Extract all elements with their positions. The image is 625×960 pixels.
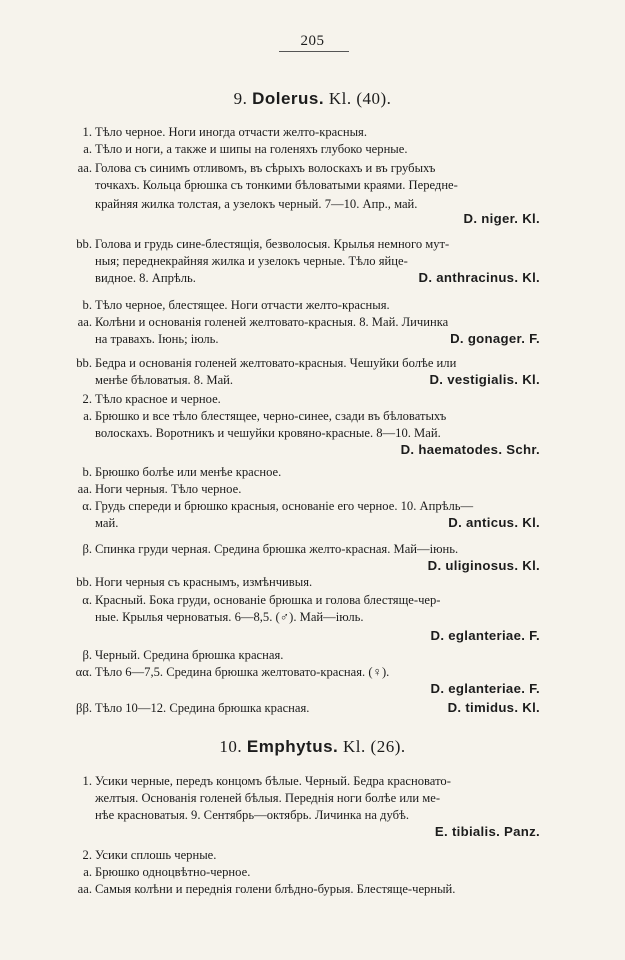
key-line-text: Тѣло 10—12. Средина брюшка красная.	[95, 701, 310, 715]
key-couplet-label: a.	[83, 865, 92, 879]
genus-name: Dolerus.	[252, 89, 325, 108]
key-couplet-label: aa.	[77, 482, 92, 496]
species-name: D. haematodes. Schr.	[400, 442, 540, 457]
species-name: D. gonager. F.	[450, 331, 540, 346]
species-name: D. eglanteriae. F.	[430, 628, 540, 643]
key-line-text: Усики сплошь черные.	[95, 848, 217, 862]
key-line-text: Красный. Бока груди, основаніе брюшка и голова блестяще-чер-	[95, 593, 441, 607]
key-line-text: Колѣни и основанія голеней желтовато-красныя. 8. Май. Личинка	[95, 315, 449, 329]
key-line-text: Усики черные, передъ концомъ бѣлые. Черный. Бедра красновато-	[95, 774, 451, 788]
key-couplet-label: aa.	[77, 315, 92, 329]
page-number-rule	[279, 51, 349, 52]
key-couplet-label: αα.	[75, 665, 92, 679]
key-line-text: волоскахъ. Воротникъ и чешуйки кровяно-красные. 8—10. Май.	[95, 426, 441, 440]
key-couplet-label: 2.	[82, 848, 92, 862]
genus-name: Emphytus.	[246, 737, 339, 756]
key-line-text: Тѣло черное, блестящее. Ноги отчасти желто-красныя.	[95, 298, 390, 312]
key-couplet-label: β.	[82, 542, 92, 556]
section-heading-dolerus	[0, 89, 625, 109]
species-name: D. anthracinus. Kl.	[418, 270, 540, 285]
key-couplet-label: aa.	[77, 882, 92, 896]
key-line-text: Бедра и основанія голеней желтовато-красныя. Чешуйки болѣе или	[95, 356, 457, 370]
key-couplet-label: α.	[82, 499, 92, 513]
key-line-text: Грудь спереди и брюшко красныя, основаніе его черное. 10. Апрѣль—	[95, 499, 474, 513]
page-number: 205	[300, 33, 325, 49]
key-line-text: Ноги черныя. Тѣло черное.	[95, 482, 242, 496]
key-line-text: май.	[95, 516, 119, 530]
species-name: D. anticus. Kl.	[448, 515, 540, 530]
section-number: 9.	[233, 89, 248, 108]
key-couplet-label: aa.	[77, 161, 92, 175]
key-line-text: Тѣло черное. Ноги иногда отчасти желто-красныя.	[95, 125, 367, 139]
key-line-text: Тѣло 6—7,5. Средина брюшка желтовато-красная. (♀).	[95, 665, 390, 679]
key-line-text: видное. 8. Апрѣль.	[95, 271, 196, 285]
key-line-text: точкахъ. Кольца брюшка съ тонкими бѣловатыми краями. Передне-	[95, 178, 458, 192]
key-line-text: крайняя жилка толстая, а узелокъ черный. 7—10. Апр., май.	[95, 197, 418, 211]
section-number: 10.	[219, 737, 243, 756]
key-line-text: ныя; переднекрайняя жилка и узелокъ черные. Тѣло яйце-	[95, 254, 408, 268]
key-line-text: Самыя колѣни и переднія голени блѣдно-бурыя. Блестяще-черный.	[95, 882, 456, 896]
key-couplet-label: ββ.	[76, 701, 92, 715]
species-name: D. eglanteriae. F.	[430, 681, 540, 696]
key-couplet-label: bb.	[76, 356, 92, 370]
key-couplet-label: a.	[83, 142, 92, 156]
species-name: D. timidus. Kl.	[447, 700, 540, 715]
species-name: E. tibialis. Panz.	[434, 824, 540, 839]
key-couplet-label: bb.	[76, 575, 92, 589]
key-line-text: Голова съ синимъ отливомъ, въ сѣрыхъ волоскахъ и въ грубыхъ	[95, 161, 436, 175]
key-line-text: менѣе бѣловатыя. 8. Май.	[95, 373, 234, 387]
key-line-text: Брюшко болѣе или менѣе красное.	[95, 465, 282, 479]
species-name: D. uliginosus. Kl.	[427, 558, 540, 573]
key-line-text: на травахъ. Іюнь; іюль.	[95, 332, 219, 346]
key-couplet-label: 2.	[82, 392, 92, 406]
key-couplet-label: a.	[83, 409, 92, 423]
key-couplet-label: bb.	[76, 237, 92, 251]
key-couplet-label: β.	[82, 648, 92, 662]
key-couplet-label: b.	[82, 465, 92, 479]
key-line-text: Голова и грудь сине-блестящія, безволосыя. Крылья немного мут-	[95, 237, 450, 251]
key-couplet-label: b.	[82, 298, 92, 312]
key-line-text: Тѣло красное и черное.	[95, 392, 221, 406]
key-couplet-label: 1.	[82, 125, 92, 139]
key-line-text: Ноги черныя съ краснымъ, измѣнчивыя.	[95, 575, 313, 589]
key-line-text: желтыя. Основанія голеней бѣлыя. Переднія ноги болѣе или ме-	[95, 791, 441, 805]
genus-authority: Kl. (40).	[328, 89, 392, 108]
key-line-text: Брюшко и все тѣло блестящее, черно-синее, сзади въ бѣловатыхъ	[95, 409, 447, 423]
species-name: D. niger. Kl.	[463, 211, 540, 226]
key-line-text: Брюшко одноцвѣтно-черное.	[95, 865, 251, 879]
key-line-text: Спинка груди черная. Средина брюшка желто-красная. Май—іюнь.	[95, 542, 459, 556]
key-line-text: нѣе красноватыя. 9. Сентябрь—октябрь. Личинка на дубѣ.	[95, 808, 409, 822]
key-line-text: Черный. Средина брюшка красная.	[95, 648, 284, 662]
key-couplet-label: 1.	[82, 774, 92, 788]
species-name: D. vestigialis. Kl.	[429, 372, 540, 387]
key-couplet-label: α.	[82, 593, 92, 607]
section-heading-emphytus	[0, 737, 625, 757]
genus-authority: Kl. (26).	[343, 737, 406, 756]
key-line-text: ные. Крылья черноватыя. 6—8,5. (♂). Май—іюль.	[95, 610, 364, 624]
key-line-text: Тѣло и ноги, а также и шипы на голеняхъ глубоко черные.	[95, 142, 408, 156]
